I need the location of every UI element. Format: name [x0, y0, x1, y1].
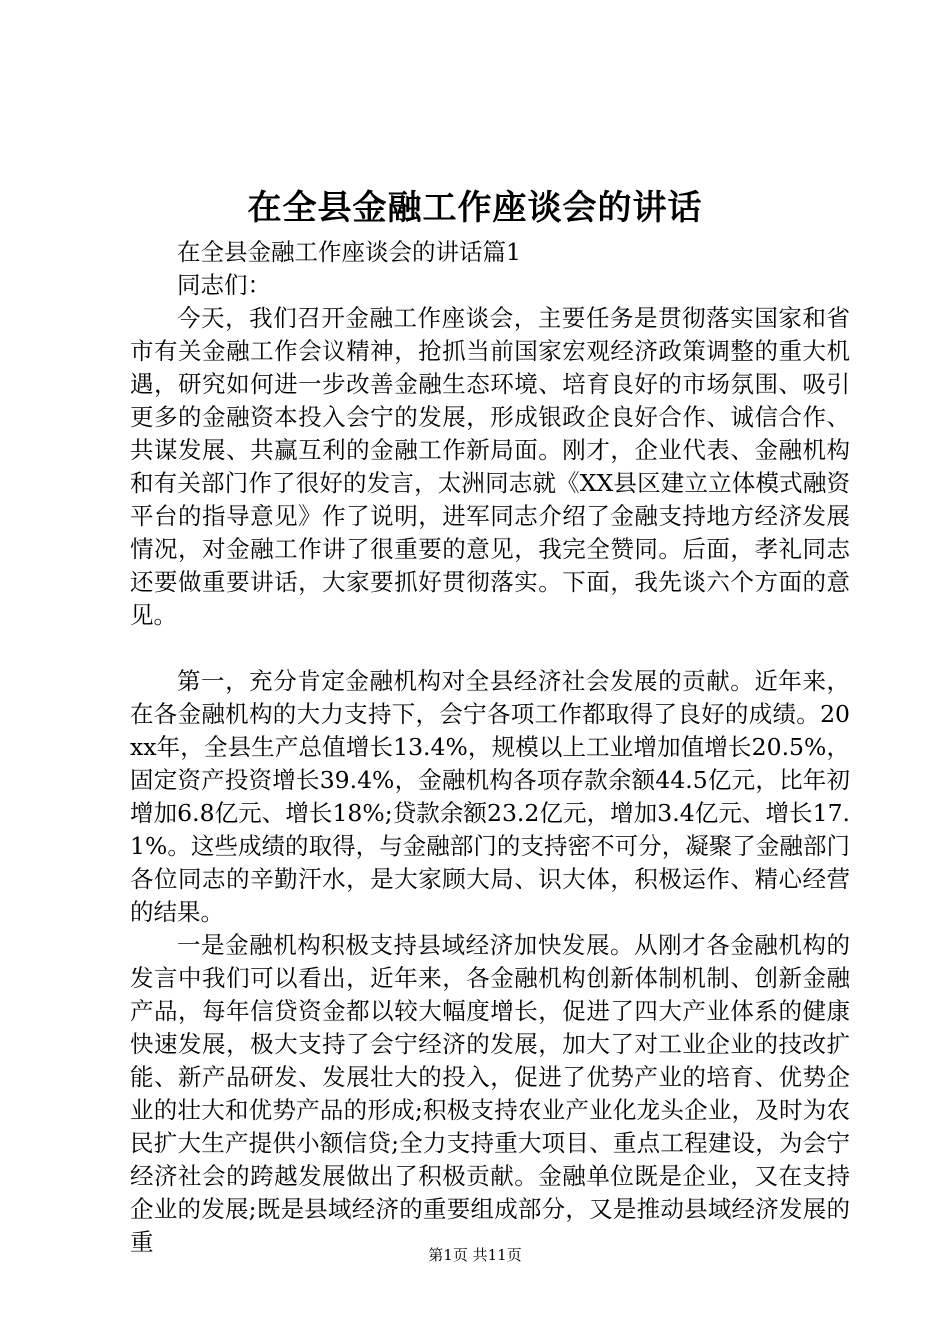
paragraph-intro: 今天，我们召开金融工作座谈会，主要任务是贯彻落实国家和省市有关金融工作会议精神，抢抓当前国家宏观经济政策调整的重大机遇，研究如何进一步改善金融生态环境、培育良好的市场氛围、吸引更多的金融资本投入会宁的发展，形成银政企良好合作、诚信合作、共谋发展、共赢互利的金融工作新局面。刚才，企业代表、金融机构和有关部门作了很好的发言，太洲同志就《XX县区建立立体模式融资平台的指导意见》作了说明，进军同志介绍了金融支持地方经济发展情况，对金融工作讲了很重要的意见，我完全赞同。后面，孝礼同志还要做重要讲话，大家要抓好贯彻落实。下面，我先谈六个方面的意见。 [130, 304, 850, 629]
paragraph-first-point: 第一，充分肯定金融机构对全县经济社会发展的贡献。近年来，在各金融机构的大力支持下，会宁各项工作都取得了良好的成绩。20xx年，全县生产总值增长13.4%，规模以上工业增加值增长20.5%，固定资产投资增长39.4%，金融机构各项存款余额44.5亿元，比年初增加6.8亿元、增长18%;贷款余额23.2亿元，增加3.4亿元、增长17.1%。这些成绩的取得，与金融部门的支持密不可分，凝聚了金融部门各位同志的辛勤汗水，是大家顾大局、识大体，积极运作、精心经营的结果。 [130, 667, 850, 926]
page-footer: 第1页 共11页 [428, 1246, 522, 1264]
paragraph-sub-point: 一是金融机构积极支持县域经济加快发展。从刚才各金融机构的发言中我们可以看出，近年来，各金融机构创新体制机制、创新金融产品，每年信贷资金都以较大幅度增长，促进了四大产业体系的健康快速发展，极大支持了会宁经济的发展，加大了对工业企业的技改扩能、新产品研发、发展壮大的投入，促进了优势产业的培育、优势企业的壮大和优势产品的形成;积极支持农业产业化龙头企业，及时为农民扩大生产提供小额信贷;全力支持重大项目、重点工程建设，为会宁经济社会的跨越发展做出了积极贡献。金融单位既是企业，又在支持企业的发展;既是县域经济的重要组成部分，又是推动县域经济发展的重 [130, 931, 850, 1256]
document-body [130, 236, 850, 1259]
document-title: 在全县金融工作座谈会的讲话 [247, 188, 703, 228]
section-heading: 在全县金融工作座谈会的讲话篇1 [177, 238, 521, 266]
salutation: 同志们： [177, 271, 271, 299]
